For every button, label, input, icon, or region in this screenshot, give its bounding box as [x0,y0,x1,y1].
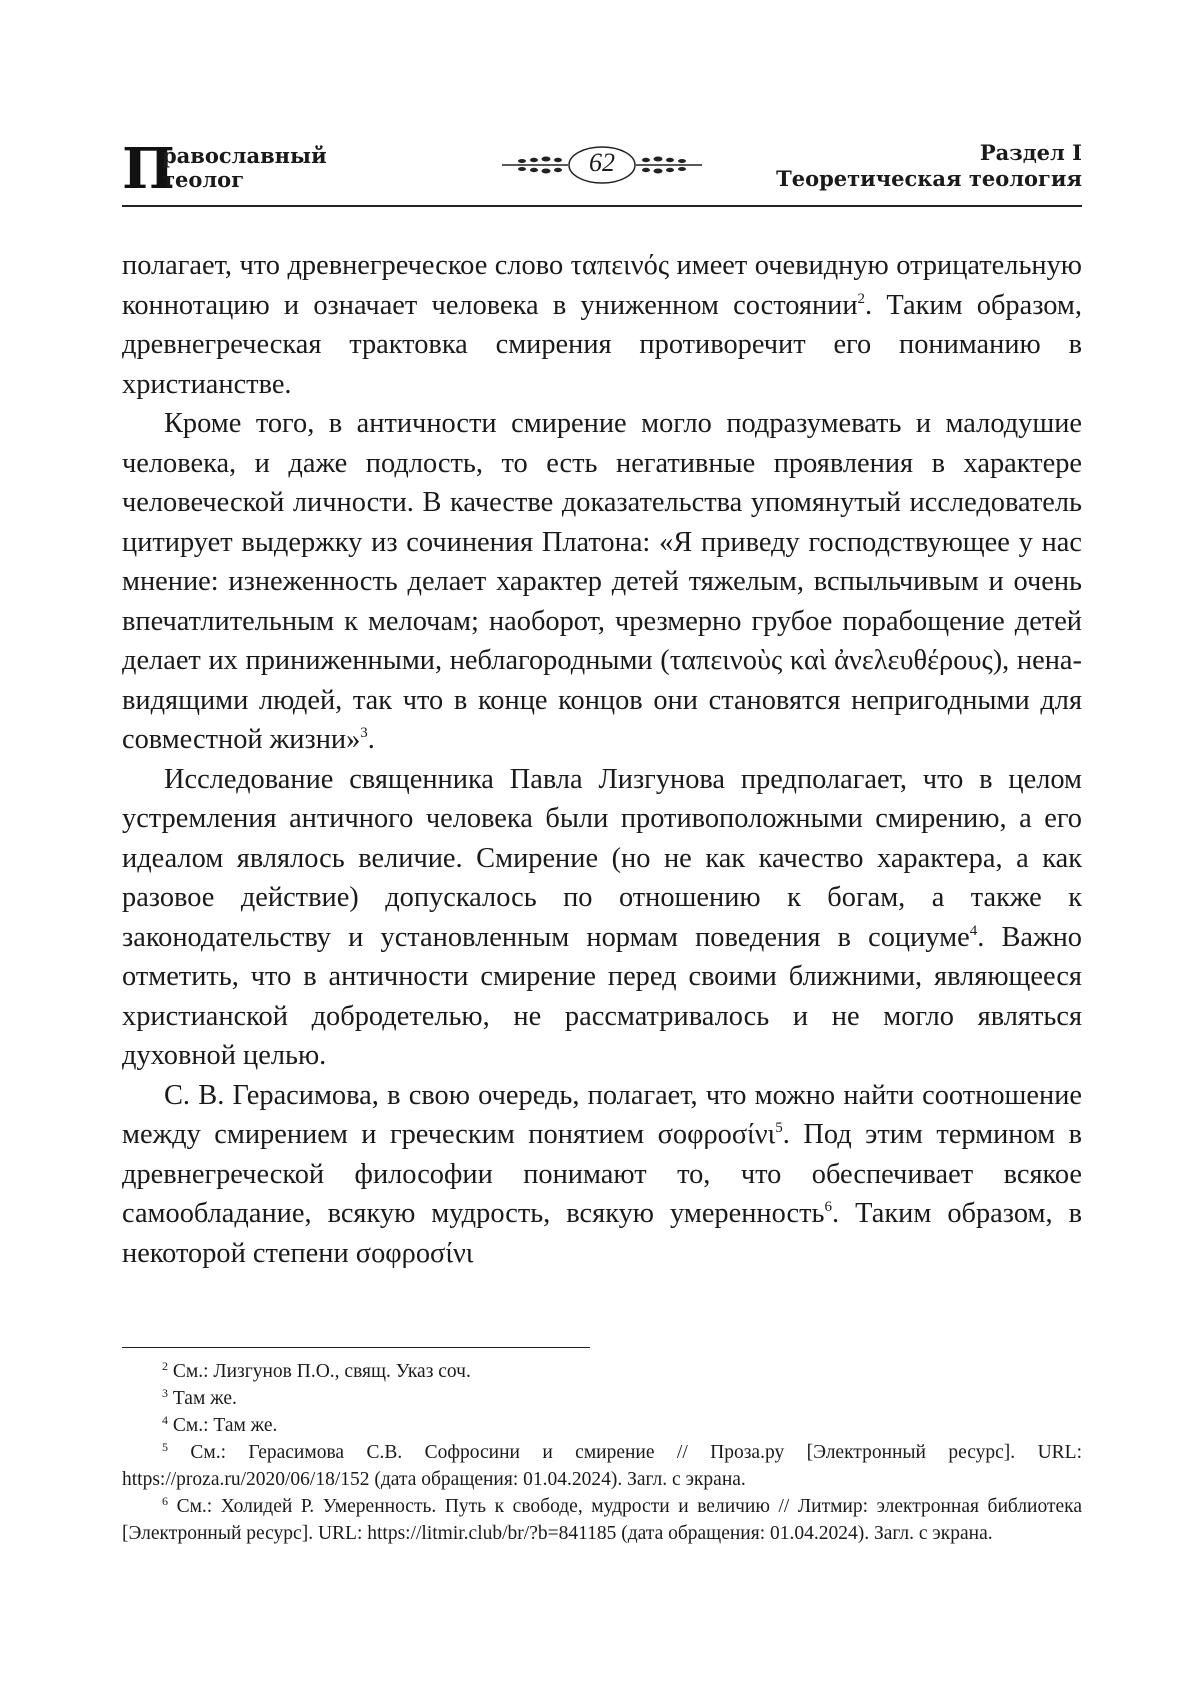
footnote-number: 4 [162,1413,168,1427]
footnote-ref[interactable]: 6 [824,1199,832,1215]
paragraph-text: Кроме того, в античности смирение могло подразумевать и малодушие человека, и даже подлость, то есть негативные проявления в характере человеческой личности. В качестве доказательства упомянутый исследователь цитирует выдержку из сочинения Платона: «Я приведу господствующее у нас мнение: изнеженность делает характер детей тяжелым, вспыльчивым и очень впечатлительным к мелочам; наоборот, чрезмерно грубое порабощение детей делает их приниженными, неблагородными (ταπεινοὺς καὶ ἀνελευθέρους), ненавидящими людей, так что в конце концов они становятся непригодными для совместной жизни» [122,408,1082,755]
footnote-number: 3 [162,1386,168,1400]
paragraph-text: С. В. Герасимова, в свою очередь, полагает, что можно найти соотношение между смирением и греческим понятием σοφροσίνι [122,1079,1082,1150]
footnote-number: 5 [162,1440,168,1454]
page-number: 62 [589,148,615,177]
running-header [122,136,1082,206]
footnote-number: 6 [162,1494,168,1508]
footnote [122,1358,1082,1385]
logo-text-line1: равославный [162,143,327,168]
section-heading [776,140,1082,192]
header-divider [122,205,1082,207]
footnote-divider [122,1347,590,1348]
footnote-text: См.: Лизгунов П.О., свящ. Указ соч. [168,1361,471,1382]
footnote-ref[interactable]: 3 [360,725,368,741]
footnote [122,1385,1082,1412]
page-number-ornament [502,142,702,188]
logo-text-line2: теолог [162,167,245,192]
paragraph [122,246,1082,404]
paragraph [122,404,1082,760]
paragraph-text: Исследование священника Павла Лизгунова предполагает, что в целом устремления античного человека были противоположными смирению, а его идеалом являлось величие. Смирение (но не как качество характера, а как разовое действие) допускалось по отношению к богам, а также к законодательству и установленным нормам поведения в социуме [122,763,1082,953]
footnote [122,1493,1082,1547]
paragraph-text: . Под этим термином в древнегреческой философии понимают то, что обеспечивает всякое самообладание, всякую мудрость, всякую умеренность [122,1119,1082,1229]
paragraph-text: . Важно отметить, что в античности смирение перед своими ближними, являющееся христианской добродетелью, не рассматривалось и не могло являться духовной целью. [122,921,1082,1071]
footnotes [122,1358,1082,1547]
paragraph-text: . Таким образом, в некоторой степени σοφροσίνι [122,1198,1082,1269]
paragraph-text: . [367,724,375,755]
footnote-text: См.: Холидей Р. Умеренность. Путь к свободе, мудрости и величию // Литмир: электронная библиотека [Электронный ресурс]. URL: https://litmir.club/br/?b=841185 (дата обращения: 01.04.2024). Загл. с экрана. [122,1496,1082,1544]
main-text [122,246,1082,1273]
paragraph-text: полагает, что древнегреческое слово ταπεινός имеет очевидную отрицательную коннотацию и означает человека в униженном состоянии [122,250,1082,321]
footnote [122,1412,1082,1439]
section-number: Раздел I [979,140,1082,165]
footnote-text: Там же. [168,1388,237,1409]
section-title: Теоретическая теология [776,166,1082,191]
paragraph [122,760,1082,1076]
paragraph [122,1076,1082,1274]
footnote-text: См.: Герасимова С.В. Софросини и смирение // Проза.ру [Электронный ресурс]. URL: https://proza.ru/2020/06/18/152 (дата обращения: 01.04.2024). Загл. с экрана. [122,1442,1082,1490]
paragraph-text: . Таким образом, древнегреческая трактовка смирения противоречит его пониманию в христианстве. [122,289,1082,400]
footnote-ref[interactable]: 2 [857,290,866,307]
logo-initial-letter: П [122,136,175,202]
footnote-ref[interactable]: 5 [775,1120,783,1136]
footnote-number: 2 [162,1359,168,1373]
footnote [122,1439,1082,1493]
footnote-ref[interactable]: 4 [969,922,978,939]
footnote-text: См.: Там же. [168,1415,278,1436]
